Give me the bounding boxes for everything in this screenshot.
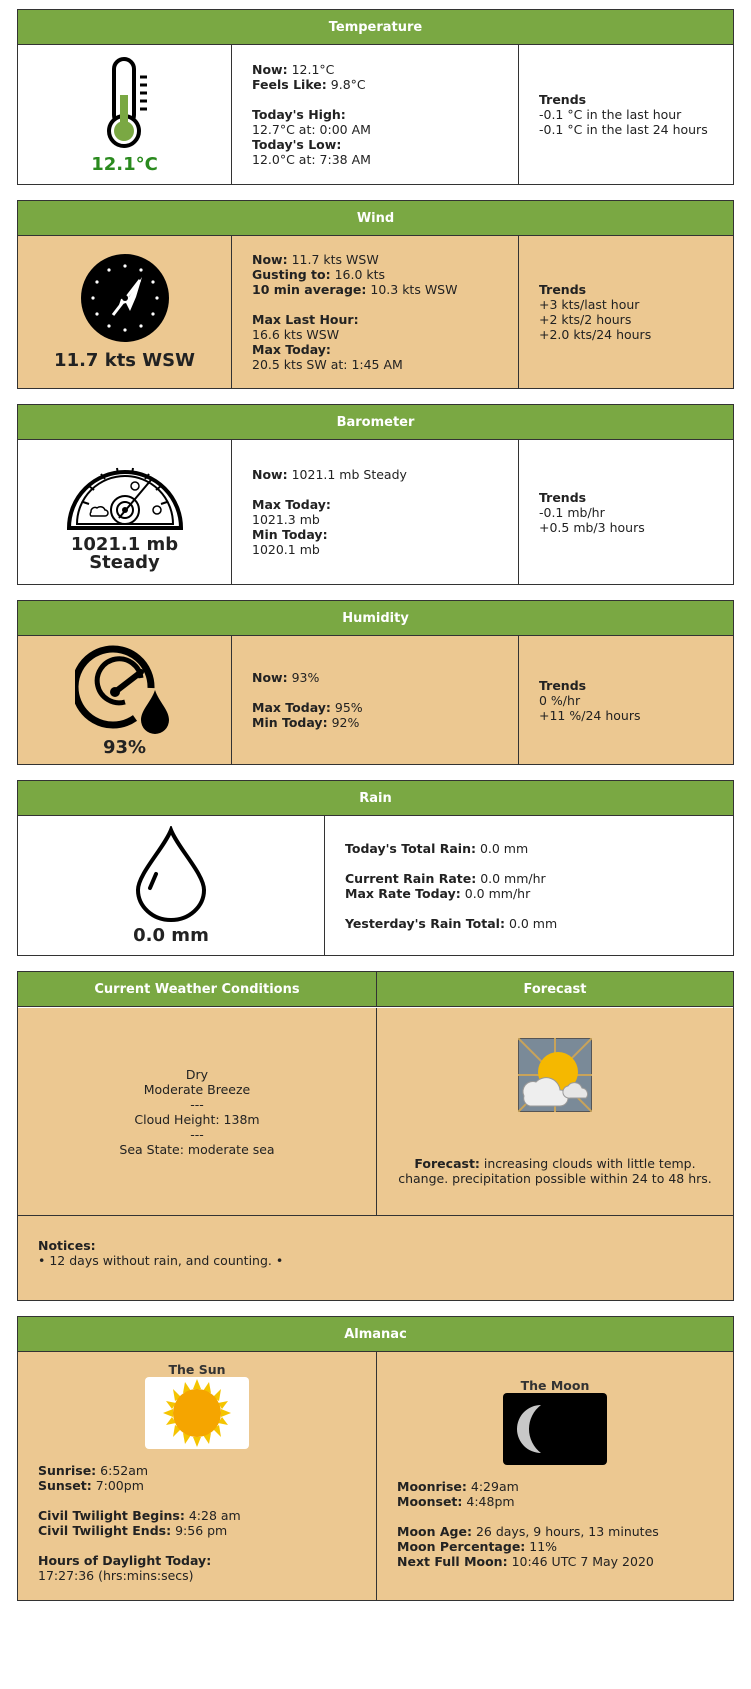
condition-breeze: Moderate Breeze — [143, 1081, 251, 1097]
rain-total: 0.0 mm — [479, 840, 529, 856]
moon-age: 26 days, 9 hours, 13 minutes — [475, 1524, 659, 1539]
conditions-panel — [17, 971, 734, 1301]
next-full-moon: 10:46 UTC 7 May 2020 — [511, 1554, 654, 1569]
barometer-min: 1020.1 mb — [252, 542, 320, 557]
moon-phase-icon — [503, 1393, 607, 1465]
forecast-header: Forecast — [377, 972, 733, 1007]
humidity-gauge-icon — [75, 642, 175, 738]
humidity-big-value: 93% — [102, 737, 147, 758]
humidity-min: 92% — [331, 715, 360, 730]
civil-twilight-end: 9:56 pm — [175, 1523, 228, 1538]
wind-icon-cell — [18, 236, 232, 388]
moon-percentage: 11% — [529, 1539, 558, 1554]
raindrop-icon — [134, 826, 208, 922]
forecast-cell — [377, 1008, 733, 1215]
sunset-time: 7:00pm — [95, 1478, 144, 1493]
thermometer-icon — [95, 55, 155, 151]
barometer-trends: Trends -0.1 mb/hr +0.5 mb/3 hours — [539, 489, 645, 535]
sunrise-time: 6:52am — [100, 1463, 149, 1478]
humidity-icon-cell — [18, 636, 232, 764]
humidity-details: Now: 93% Max Today: 95% Min Today: 92% — [232, 636, 519, 764]
barometer-icon-cell — [18, 440, 232, 584]
sun-cell: The Sun Sunrise: 6:52am Sunset: 7:00pm Civil Twilight Begins: 4:28 am Civil Twilight Ends: 9:56 pm Hours of Daylight Today: 17:27:36 (hrs:mins:secs) — [18, 1352, 377, 1600]
temperature-panel — [17, 9, 734, 185]
wind-panel — [17, 200, 734, 389]
moonrise-time: 4:29am — [470, 1479, 519, 1494]
barometer-panel — [17, 404, 734, 585]
barometer-details: Now: 1021.1 mb Steady Max Today: 1021.3 mb Min Today: 1020.1 mb — [232, 440, 519, 584]
humidity-max: 95% — [334, 700, 363, 715]
condition-sea-state: Sea State: moderate sea — [119, 1141, 275, 1157]
wind-details: Now: 11.7 kts WSW Gusting to: 16.0 kts 10 min average: 10.3 kts WSW Max Last Hour: 16.6 kts WSW Max Today: 20.5 kts SW at: 1:45 AM — [232, 236, 519, 388]
barometer-max: 1021.3 mb — [252, 512, 320, 527]
humidity-panel — [17, 600, 734, 765]
temperature-feels-like: 9.8°C — [330, 77, 366, 92]
sun-title: The Sun — [168, 1362, 226, 1377]
compass-icon — [80, 253, 170, 343]
humidity-header: Humidity — [18, 601, 733, 636]
partly-cloudy-icon — [518, 1038, 592, 1112]
sun-icon — [145, 1377, 249, 1449]
barometer-now: 1021.1 mb Steady — [291, 467, 407, 482]
notices-cell: Notices: • 12 days without rain, and counting. • — [18, 1216, 733, 1300]
rain-panel — [17, 780, 734, 956]
conditions-header: Current Weather Conditions — [18, 972, 377, 1007]
temperature-header: Temperature — [18, 10, 733, 45]
barometer-big-trend: Steady — [89, 552, 160, 573]
temperature-high: 12.7°C at: 0:00 AM — [252, 122, 371, 137]
wind-trends: Trends +3 kts/last hour +2 kts/2 hours +2.0 kts/24 hours — [539, 282, 652, 342]
temperature-icon-cell — [18, 45, 232, 184]
almanac-panel — [17, 1316, 734, 1601]
wind-now: 11.7 kts WSW — [291, 252, 379, 267]
temperature-now: 12.1°C — [291, 62, 335, 77]
almanac-header: Almanac — [18, 1317, 733, 1352]
rain-header: Rain — [18, 781, 733, 816]
conditions-cell: Dry Moderate Breeze --- Cloud Height: 138m --- Sea State: moderate sea — [18, 1008, 377, 1215]
notices-text: • 12 days without rain, and counting. • — [38, 1253, 284, 1268]
rain-details: Today's Total Rain: 0.0 mm Current Rain Rate: 0.0 mm/hr Max Rate Today: 0.0 mm/hr Yesterday's Rain Total: 0.0 mm — [345, 840, 558, 931]
wind-max-hour: 16.6 kts WSW — [252, 327, 340, 342]
temperature-big-value: 12.1°C — [91, 153, 158, 175]
barometer-gauge-icon — [65, 452, 185, 532]
barometer-header: Barometer — [18, 405, 733, 440]
temperature-low: 12.0°C at: 7:38 AM — [252, 152, 371, 167]
rain-max-rate: 0.0 mm/hr — [464, 885, 531, 901]
wind-big-value: 11.7 kts WSW — [54, 350, 195, 371]
moon-title: The Moon — [520, 1378, 590, 1393]
condition-dry: Dry — [185, 1066, 209, 1082]
forecast-text: Forecast: increasing clouds with little temp. change. precipitation possible within 24 to 48 hrs. — [398, 1156, 712, 1186]
humidity-trends: Trends 0 %/hr +11 %/24 hours — [539, 677, 641, 723]
rain-yesterday: 0.0 mm — [508, 915, 558, 931]
rain-icon-cell — [18, 816, 325, 955]
rain-big-value: 0.0 mm — [133, 924, 209, 946]
wind-gust: 16.0 kts — [334, 267, 386, 282]
temperature-trends: Trends -0.1 °C in the last hour -0.1 °C in the last 24 hours — [539, 92, 708, 137]
moonset-time: 4:48pm — [466, 1494, 515, 1509]
condition-cloud-height: Cloud Height: 138m — [134, 1111, 260, 1127]
daylight-hours: 17:27:36 (hrs:mins:secs) — [38, 1568, 194, 1583]
barometer-big-value: 1021.1 mb — [70, 534, 179, 555]
wind-header: Wind — [18, 201, 733, 236]
wind-max-today: 20.5 kts SW at: 1:45 AM — [252, 357, 403, 372]
rain-rate: 0.0 mm/hr — [480, 870, 546, 886]
moon-cell: The Moon Moonrise: 4:29am Moonset: 4:48pm Moon Age: 26 days, 9 hours, 13 minutes Moon Percentage: 11% Next Full Moon: 10:46 UTC 7 May 2020 — [377, 1352, 733, 1600]
humidity-now: 93% — [291, 670, 320, 685]
civil-twilight-begin: 4:28 am — [188, 1508, 241, 1523]
temperature-details: Now: 12.1°C Feels Like: 9.8°C Today's High: 12.7°C at: 0:00 AM Today's Low: 12.0°C at: 7:38 AM — [232, 45, 519, 184]
wind-average: 10.3 kts WSW — [370, 282, 458, 297]
